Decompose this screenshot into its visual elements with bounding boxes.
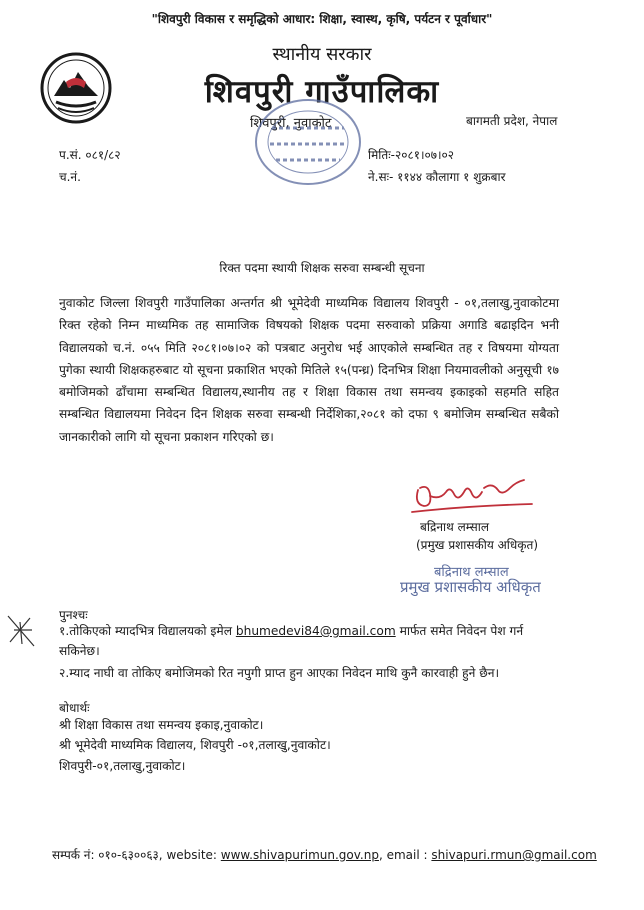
margin-initial-mark [4,612,38,650]
issue-date: मितिः-२०८१।०७।०२ [368,148,455,162]
local-government-label: स्थानीय सरकार [272,44,372,65]
cc-item: श्री शिक्षा विकास तथा समन्वय इकाइ,नुवाकोट। [59,718,264,732]
postscript-item1-text-end: मार्फत समेत निवेदन पेश गर्न सकिनेछ। [59,624,524,658]
cc-item: श्री भूमेदेवी माध्यमिक विद्यालय, शिवपुरी -०१,तलाखु,नुवाकोट। [59,738,331,753]
contact-number: सम्पर्क नं: ०१०-६३००६३, [52,848,163,862]
postscript-heading: पुनश्चः [59,608,88,622]
postscript-item: २.म्याद नाघी वा तोकिए बमोजिमको रित नपुगी प्राप्त हुन आएका निवेदन माथि कुनै कारवाही हुने छैन। [59,666,500,680]
postscript-item [59,621,559,661]
province-label: बागमती प्रदेश, नेपाल [466,114,558,128]
email-label: , email : [378,848,428,862]
website-link[interactable]: www.shivapurimun.gov.np [220,848,379,862]
dispatch-number: च.नं. [59,170,81,184]
office-email-link[interactable]: shivapuri.rmun@gmail.com [431,848,597,862]
municipality-address: शिवपुरी, नुवाकोट [250,116,332,131]
signature-stamp-name: बद्रिनाथ लम्साल [434,565,509,580]
nepal-sambat-date: ने.सः- ११४४ कौलागा १ शुक्रबार [368,170,506,184]
postscript-item1-text: १.तोकिएको म्यादभित्र विद्यालयको इमेल [59,624,236,638]
cc-item: शिवपुरी-०१,तलाखु,नुवाकोट। [59,758,186,773]
handwritten-signature [406,470,536,520]
signer-name: बद्रिनाथ लम्साल [420,520,489,534]
postscript-list [59,621,559,683]
cc-heading: बोधार्थः [59,701,90,715]
reference-number: प.सं. ०८१/८२ [59,148,121,162]
motto: "शिवपुरी विकास र समृद्धिको आधार: शिक्षा, स्वास्थ, कृषि, पर्यटन र पूर्वाधार" [151,12,493,26]
footer-contact [52,846,597,863]
cc-list [59,715,331,776]
notice-body: नुवाकोट जिल्ला शिवपुरी गाउँपालिका अन्तर्गत श्री भूमेदेवी माध्यमिक विद्यालय शिवपुरी - ०१,तलाखु,नुवाकोटमा रिक्त रहेको निम्न माध्यमिक तह सामाजिक विषयको शिक्षक पदमा सरुवाको प्रक्रिया अगाडि बढाइदिन भनी विद्यालयको च.नं. ०५५ मिति २०८१।०७।०२ को पत्रबाट अनुरोध भई आएकोले सम्बन्धित तह र विषयमा योग्यता पुगेका स्थायी शिक्षकहरुबाट यो सूचना प्रकाशित भएको मितिले १५(पन्ध्र) दिनभित्र शिक्षा नियमावलीको अनुसूची १७ बमोजिमको ढाँचामा सम्बन्धित विद्यालय,स्थानीय तह र शिक्षा विकास तथा समन्वय इकाइको सहमति सहित सम्बन्धित विद्यालयमा निवेदन दिन शिक्षक सरुवा सम्बन्धी निर्देशिका,२०८१ को दफा ९ बमोजिम सम्बन्धित सबैको जानकारीको लागि यो सूचना प्रकाशन गरिएको छ। [59,296,559,444]
website-label: website: [166,848,217,862]
school-email-link[interactable]: bhumedevi84@gmail.com [235,624,396,638]
municipality-name: शिवपुरी गाउँपालिका [204,74,440,110]
office-stamp-icon [248,98,366,192]
signature-stamp-title: प्रमुख प्रशासकीय अधिकृत [400,578,541,596]
notice-title: रिक्त पदमा स्थायी शिक्षक सरुवा सम्बन्धी सूचना [219,261,425,275]
signer-title: (प्रमुख प्रशासकीय अधिकृत) [416,538,539,552]
